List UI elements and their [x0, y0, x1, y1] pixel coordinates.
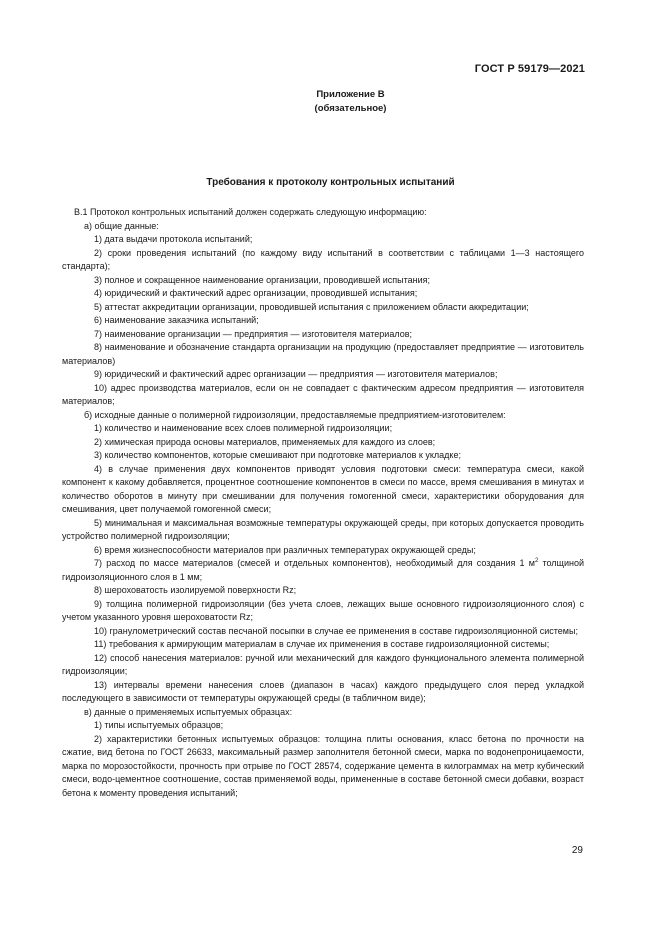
annex-status: (обязательное) [314, 103, 387, 114]
list-item [62, 557, 584, 584]
section-title: Требования к протоколу контрольных испытаний [206, 177, 455, 188]
list-item: 8) наименование и обозначение стандарта организации на продукцию (предоставляет предприятие — изготовитель материалов) [62, 342, 584, 366]
page-number: 29 [571, 845, 583, 856]
document-code: ГОСТ Р 59179—2021 [474, 63, 585, 75]
list-item: 6) наименование заказчика испытаний; [94, 315, 259, 325]
list-a-heading: а) общие данные: [84, 220, 159, 231]
list-item: 2) сроки проведения испытаний (по каждому виду испытаний в соответствии с таблицами 1—3 настоящего стандарта); [62, 247, 584, 271]
list-item: 13) интервалы времени нанесения слоев (диапазон в часах) каждого предыдущего слоя перед укладкой последующего в зависимости от температуры окружающей среды (в табличном виде); [62, 679, 584, 703]
annex-title: Приложение В [316, 89, 385, 100]
list-item-text: толщиной гидроизоляционного слоя в 1 мм; [62, 558, 584, 582]
intro-paragraph: В.1 Протокол контрольных испытаний должен содержать следующую информацию: [74, 207, 427, 217]
list-item: 9) юридический и фактический адрес организации — предприятия — изготовителя материалов; [94, 369, 498, 379]
list-b-heading: б) исходные данные о полимерной гидроизоляции, предоставляемые предприятием-изготовителем: [84, 409, 506, 420]
list-item: 10) адрес производства материалов, если он не совпадает с фактическим адресом предприятия — изготовителя материалов; [62, 382, 584, 406]
list-item: 5) минимальная и максимальная возможные температуры окружающей среды, при которых допускается проводить устройство полимерной гидроизоляции; [62, 517, 584, 541]
list-item: 1) дата выдачи протокола испытаний; [94, 234, 253, 244]
list-item: 2) химическая природа основы материалов, применяемых для каждого из слоев; [94, 436, 436, 447]
list-item: 7) наименование организации — предприятия — изготовителя материалов; [94, 328, 412, 339]
list-item: 1) количество и наименование всех слоев полимерной гидроизоляции; [94, 423, 393, 433]
superscript: 2 [534, 558, 539, 564]
list-v-heading: в) данные о применяемых испытуемых образцах: [84, 706, 293, 717]
list-item: 5) аттестат аккредитации организации, проводившей испытания с приложением области аккредитации; [94, 301, 529, 312]
list-item: 9) толщина полимерной гидроизоляции (без учета слоев, лежащих выше основного гидроизоляционного слоя) с учетом указанного уровня шероховатости Rz; [62, 598, 584, 622]
list-item: 2) характеристики бетонных испытуемых образцов: толщина плиты основания, класс бетона по прочности на сжатие, вид бетона по ГОСТ 26633, максимальный размер заполнителя бетонной смеси, марка по водонепроницаемости, марка по морозостойкости, прочность при отрыве по ГОСТ 28574, содержание цемента в килограммах на метр кубический смеси, водо-цементное соотношение, состав применяемой воды, примененные в составе бетонной смеси добавки, возраст бетона к моменту проведения испытаний; [62, 733, 584, 798]
list-item: 8) шероховатость изолируемой поверхности Rz; [94, 585, 297, 595]
list-item: 11) требования к армирующим материалам в случае их применения в составе гидроизоляционной системы; [94, 639, 550, 649]
list-item: 12) способ нанесения материалов: ручной или механический для каждого функционального элемента полимерной гидроизоляции; [62, 652, 584, 676]
list-item-text: 7) расход по массе материалов (смесей и отдельных компонентов), необходимый для создания 1 м [94, 558, 535, 568]
list-item: 4) юридический и фактический адрес организации, проводившей испытания; [94, 288, 418, 298]
list-item: 1) типы испытуемых образцов; [94, 720, 224, 730]
list-item: 4) в случае применения двух компонентов приводят условия подготовки смеси: температура смеси, какой компонент к какому добавляется, процентное соотношение компонентов в смеси по массе, время смешивания в минутах и количество оборотов в минуту при смешивании для получения гомогенной смеси, характеристики оборудования для смешивания, цвет получаемой гомогенной смеси; [62, 463, 584, 514]
list-item: 3) полное и сокращенное наименование организации, проводившей испытания; [94, 274, 431, 285]
document-body [62, 206, 584, 800]
list-item: 3) количество компонентов, которые смешивают при подготовке материалов к укладке; [94, 450, 461, 460]
list-item: 6) время жизнеспособности материалов при различных температурах окружающей среды; [94, 544, 476, 555]
annex-heading [0, 88, 661, 116]
list-item: 10) гранулометрический состав песчаной посыпки в случае ее применения в составе гидроизоляционной системы; [94, 625, 578, 636]
